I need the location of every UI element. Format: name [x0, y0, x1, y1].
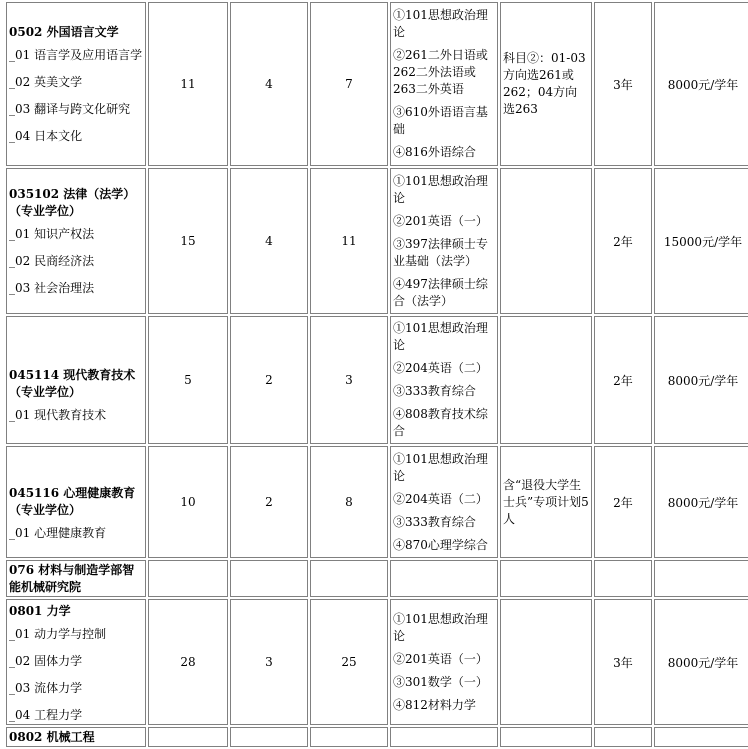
table-row [6, 727, 748, 747]
table-row [6, 2, 748, 166]
subject-item: ④808教育技术综合 [393, 407, 488, 438]
major-cell [6, 560, 146, 597]
exam-subjects [390, 599, 498, 725]
exempt-quota: 4 [230, 2, 308, 166]
major-cell [6, 168, 146, 314]
total-quota: 15 [148, 168, 228, 314]
table-row [6, 168, 748, 314]
subject-item: ③610外语语言基础 [393, 105, 488, 136]
study-years: 3年 [594, 599, 652, 725]
direction-item: _02 民商经济法 [9, 253, 95, 268]
unified-quota: 8 [310, 446, 388, 558]
remarks-cell: 科目②：01-03方向选261或262；04方向选263 [500, 2, 592, 166]
tuition-fee: 8000元/学年 [654, 446, 748, 558]
major-cell [6, 316, 146, 444]
study-years: 3年 [594, 2, 652, 166]
remarks-cell [500, 599, 592, 725]
subject-item: ②261二外日语或262二外法语或263二外英语 [393, 48, 488, 96]
unified-quota [310, 560, 388, 597]
direction-item: _01 心理健康教育 [9, 525, 107, 540]
study-years [594, 560, 652, 597]
subject-item: ①101思想政治理论 [393, 451, 488, 483]
major-title: 0801 力学 [9, 603, 71, 618]
exempt-quota: 2 [230, 316, 308, 444]
direction-item: _03 社会治理法 [9, 280, 95, 295]
remarks-cell [500, 168, 592, 314]
total-quota [148, 727, 228, 747]
subject-item: ③397法律硕士专业基础（法学） [393, 236, 488, 268]
remarks-cell [500, 560, 592, 597]
admissions-table [4, 0, 748, 749]
exam-subjects [390, 168, 498, 314]
total-quota: 28 [148, 599, 228, 725]
direction-item: _01 动力学与控制 [9, 626, 107, 641]
exempt-quota [230, 560, 308, 597]
subject-item: ④870心理学综合 [393, 537, 488, 552]
subject-item: ③301数学（一） [393, 674, 488, 689]
major-title: 045114 现代教育技术（专业学位） [9, 367, 136, 399]
subject-item: ④812材料力学 [393, 697, 476, 712]
direction-item: _03 翻译与跨文化研究 [9, 101, 131, 116]
table-row [6, 599, 748, 725]
study-years: 2年 [594, 168, 652, 314]
tuition-fee: 8000元/学年 [654, 316, 748, 444]
exam-subjects [390, 727, 498, 747]
study-years: 2年 [594, 316, 652, 444]
exempt-quota: 2 [230, 446, 308, 558]
direction-item: _01 语言学及应用语言学 [9, 47, 143, 62]
unified-quota: 3 [310, 316, 388, 444]
tuition-fee: 15000元/学年 [654, 168, 748, 314]
tuition-fee [654, 727, 748, 747]
subject-item: ③333教育综合 [393, 384, 476, 398]
direction-item: _01 知识产权法 [9, 226, 95, 241]
remarks-cell: 含“退役大学生士兵”专项计划5人 [500, 446, 592, 558]
table-row [6, 446, 748, 558]
total-quota: 11 [148, 2, 228, 166]
exam-subjects [390, 2, 498, 166]
major-title: 0502 外国语言文学 [9, 24, 119, 39]
major-title: 035102 法律（法学）（专业学位） [9, 186, 136, 218]
total-quota [148, 560, 228, 597]
tuition-fee [654, 560, 748, 597]
major-cell [6, 727, 146, 747]
major-cell [6, 2, 146, 166]
subject-item: ④497法律硕士综合（法学） [393, 276, 488, 308]
tuition-fee: 8000元/学年 [654, 2, 748, 166]
major-cell [6, 446, 146, 558]
unified-quota: 11 [310, 168, 388, 314]
direction-item: _01 现代教育技术 [9, 407, 107, 422]
direction-item: _02 固体力学 [9, 653, 83, 668]
exempt-quota: 3 [230, 599, 308, 725]
subject-item: ③333教育综合 [393, 514, 476, 529]
direction-item: _03 流体力学 [9, 680, 83, 695]
direction-item: _02 英美文学 [9, 74, 83, 89]
subject-item: ①101思想政治理论 [393, 8, 488, 39]
subject-item: ②204英语（二） [393, 361, 488, 375]
exempt-quota [230, 727, 308, 747]
subject-item: ②204英语（二） [393, 491, 488, 506]
tuition-fee: 8000元/学年 [654, 599, 748, 725]
exam-subjects [390, 446, 498, 558]
table-row [6, 560, 748, 597]
total-quota: 5 [148, 316, 228, 444]
study-years: 2年 [594, 446, 652, 558]
subject-item: ①101思想政治理论 [393, 173, 488, 205]
subject-item: ④816外语综合 [393, 145, 476, 159]
major-title: 045116 心理健康教育（专业学位） [9, 485, 136, 517]
subject-item: ①101思想政治理论 [393, 611, 488, 643]
unified-quota: 7 [310, 2, 388, 166]
remarks-cell [500, 316, 592, 444]
unified-quota [310, 727, 388, 747]
remarks-cell [500, 727, 592, 747]
unified-quota: 25 [310, 599, 388, 725]
direction-item: _04 日本文化 [9, 128, 83, 143]
subject-item: ①101思想政治理论 [393, 321, 488, 352]
direction-item: _04 工程力学 [9, 707, 83, 722]
exempt-quota: 4 [230, 168, 308, 314]
study-years [594, 727, 652, 747]
table-row [6, 316, 748, 444]
exam-subjects [390, 560, 498, 597]
total-quota: 10 [148, 446, 228, 558]
subject-item: ②201英语（一） [393, 213, 488, 228]
subject-item: ②201英语（一） [393, 651, 488, 666]
department-title: 076 材料与制造学部智能机械研究院 [9, 563, 135, 594]
exam-subjects [390, 316, 498, 444]
major-cell [6, 599, 146, 725]
major-title: 0802 机械工程 [9, 730, 95, 744]
